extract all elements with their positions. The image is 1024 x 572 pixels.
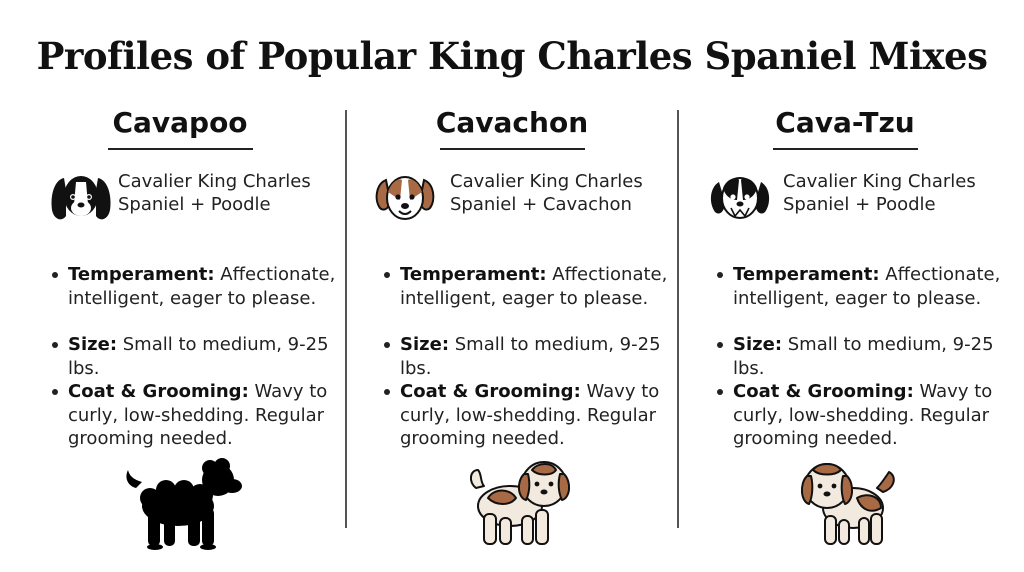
parent-breeds-line-1: Cavalier King Charles (118, 171, 311, 192)
parent-breeds-line-2: Spaniel + Poodle (118, 194, 271, 215)
fact-size (715, 333, 1015, 380)
cavalier-spaniel-head-icon (50, 170, 112, 224)
fact-label: Temperament: (400, 264, 547, 285)
fact-temperament (715, 263, 1015, 310)
breed-name-underline (440, 148, 585, 150)
page-title: Profiles of Popular King Charles Spaniel Mixes (36, 34, 988, 78)
fact-text: Wavy to curly, low-shedding. Regular grooming needed. (68, 381, 328, 449)
fact-text: Affectionate, intelligent, eager to please. (733, 264, 1001, 309)
cava-tzu-dog-illustration (797, 458, 897, 550)
breed-column-cavachon (382, 100, 682, 560)
fact-label: Size: (68, 334, 118, 355)
fact-text: Wavy to curly, low-shedding. Regular grooming needed. (400, 381, 660, 449)
breed-name: Cavapoo (112, 106, 248, 139)
fact-text: Small to medium, 9-25 lbs. (400, 334, 661, 379)
fact-label: Coat & Grooming: (400, 381, 581, 402)
parent-breeds-line-1: Cavalier King Charles (783, 171, 976, 192)
fact-text: Affectionate, intelligent, eager to please. (68, 264, 336, 309)
fact-text: Small to medium, 9-25 lbs. (68, 334, 329, 379)
cavachon-head-icon (374, 170, 436, 224)
breed-facts-list (715, 263, 1015, 451)
fact-label: Coat & Grooming: (733, 381, 914, 402)
fact-temperament (382, 263, 682, 310)
fact-size (382, 333, 682, 380)
parent-breeds (450, 170, 690, 216)
cavachon-dog-illustration (466, 458, 576, 550)
fact-coat-grooming (715, 380, 1015, 451)
breed-facts-list (50, 263, 350, 451)
fact-text: Small to medium, 9-25 lbs. (733, 334, 994, 379)
parent-breeds-line-2: Spaniel + Cavachon (450, 194, 632, 215)
fact-size (50, 333, 350, 380)
fact-coat-grooming (382, 380, 682, 451)
shih-tzu-head-icon (709, 170, 771, 224)
parent-breeds-line-2: Spaniel + Poodle (783, 194, 936, 215)
fact-coat-grooming (50, 380, 350, 451)
fact-text: Wavy to curly, low-shedding. Regular grooming needed. (733, 381, 993, 449)
parent-breeds (118, 170, 358, 216)
curly-dog-silhouette (122, 458, 242, 550)
fact-label: Temperament: (733, 264, 880, 285)
breed-column-cavapoo (50, 100, 350, 560)
fact-label: Temperament: (68, 264, 215, 285)
breed-name: Cava-Tzu (775, 106, 915, 139)
parent-breeds-line-1: Cavalier King Charles (450, 171, 643, 192)
fact-label: Size: (733, 334, 783, 355)
fact-label: Size: (400, 334, 450, 355)
breed-column-cava-tzu (715, 100, 1015, 560)
breed-name: Cavachon (435, 106, 589, 139)
fact-temperament (50, 263, 350, 310)
fact-text: Affectionate, intelligent, eager to please. (400, 264, 668, 309)
breed-name-underline (773, 148, 918, 150)
breed-facts-list (382, 263, 682, 451)
breed-name-underline (108, 148, 253, 150)
parent-breeds (783, 170, 1023, 216)
fact-label: Coat & Grooming: (68, 381, 249, 402)
